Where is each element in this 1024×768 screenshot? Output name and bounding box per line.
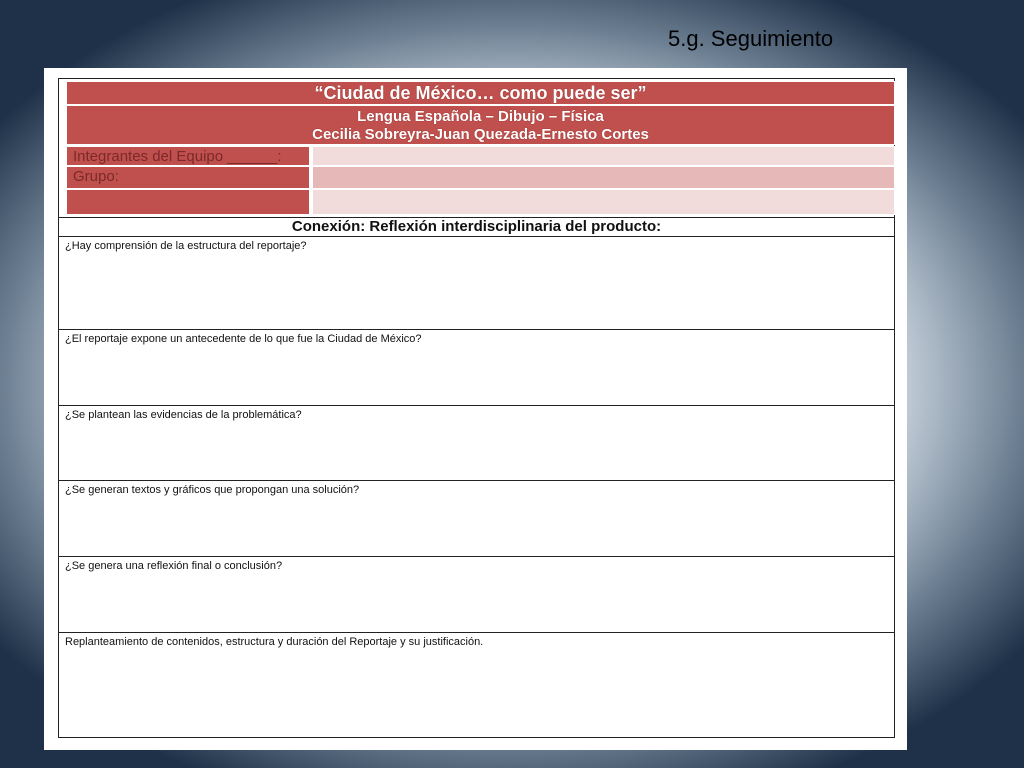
section-heading: Conexión: Reflexión interdisciplinaria del producto: [59, 217, 894, 237]
form-authors: Cecilia Sobreyra-Juan Quezada-Ernesto Cortes [312, 126, 649, 143]
form-subheader [66, 105, 895, 145]
slide-title: 5.g. Seguimiento [668, 26, 834, 51]
team-field [312, 146, 895, 166]
group-row [66, 166, 895, 189]
question-row: ¿Se generan textos y gráficos que propongan una solución? [59, 481, 894, 557]
question-row: ¿Hay comprensión de la estructura del reportaje? [59, 237, 894, 330]
extra-row [66, 189, 895, 215]
document-image [44, 68, 907, 750]
team-label: Integrantes del Equipo ______: [66, 146, 310, 166]
form-subjects: Lengua Española – Dibujo – Física [357, 108, 604, 125]
question-row: ¿El reportaje expone un antecedente de lo que fue la Ciudad de México? [59, 330, 894, 406]
extra-field [312, 189, 895, 215]
form-title: “Ciudad de México… como puede ser” [66, 81, 895, 105]
extra-label [66, 189, 310, 215]
question-row: ¿Se genera una reflexión final o conclusión? [59, 557, 894, 633]
question-row: Replanteamiento de contenidos, estructura y duración del Reportaje y su justificación. [65, 636, 484, 648]
team-row [66, 146, 895, 166]
group-field [312, 166, 895, 189]
evaluation-form [58, 78, 895, 738]
question-row: ¿Se plantean las evidencias de la problemática? [59, 406, 894, 481]
group-label: Grupo: [66, 166, 310, 189]
